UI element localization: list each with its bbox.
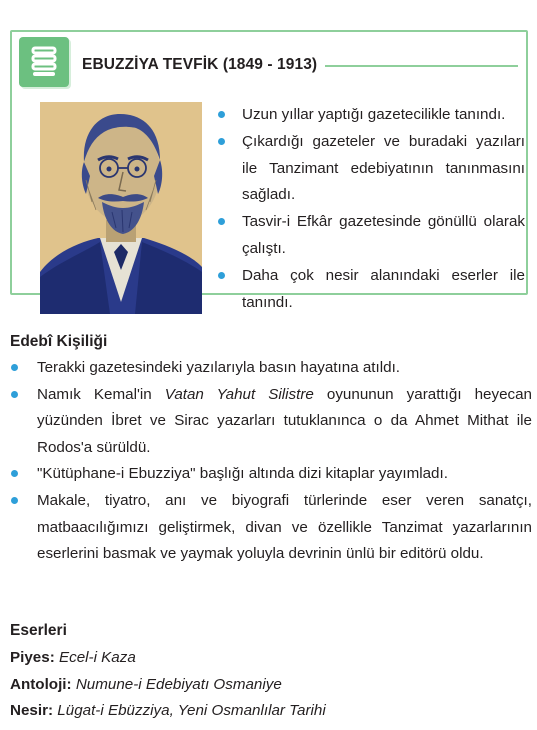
author-portrait	[40, 102, 202, 314]
works-list	[10, 645, 326, 725]
title-row	[82, 54, 518, 76]
bio-points	[215, 102, 525, 316]
work-entry: Antoloji: Numune-i Edebiyatı Osmaniye	[10, 675, 282, 693]
book-stack-icon	[19, 37, 69, 87]
play-title: Vatan Yahut Silistre	[164, 385, 314, 403]
list-item: Terakki gazetesindeki yazılarıyla basın hayatına atıldı.	[10, 355, 532, 382]
list-item: Çıkardığı gazeteler ve buradaki yazıları ile Tanzimant edebiyatının tanınmasını sağladı.	[215, 129, 525, 209]
bullet-icon	[11, 470, 18, 477]
bullet-icon	[11, 497, 18, 504]
list-item: Makale, tiyatro, anı ve biyografi türlerinde eser veren sanatçı, matbaacılığımızı geliştirmek, divan ve özellikle Tanzimat yazarlarının eserlerini basmak ve yaymak yoluyla devrinin ünlü bir editörü oldu.	[10, 488, 532, 568]
list-item: Namık Kemal'in Vatan Yahut Silistre oyununun yarattığı heyecan yüzünden İbret ve Sirac yazarları tutuklanınca o da Ahmet Mithat ile Rodos'a sürüldü.	[10, 382, 532, 462]
title-rule	[325, 65, 518, 67]
list-item: "Kütüphane-i Ebuzziya" başlığı altında dizi kitaplar yayımladı.	[10, 461, 532, 488]
list-item: Tasvir-i Efkâr gazetesinde gönüllü olarak çalıştı.	[215, 209, 525, 263]
bullet-icon	[218, 272, 225, 279]
section-heading-works: Eserleri	[10, 622, 67, 639]
bullet-icon	[218, 138, 225, 145]
section-heading-personality: Edebî Kişiliği	[10, 333, 108, 350]
bullet-icon	[11, 364, 18, 371]
bio-card	[10, 30, 528, 311]
personality-list	[10, 355, 532, 568]
list-item: Daha çok nesir alanındaki eserler ile tanındı.	[215, 263, 525, 317]
bullet-icon	[218, 218, 225, 225]
work-entry: Piyes: Ecel-i Kaza	[10, 649, 136, 666]
page-title: EBUZZİYA TEVFİK (1849 - 1913)	[82, 56, 325, 74]
work-entry: Nesir: Lügat-i Ebüzziya, Yeni Osmanlılar Tarihi	[10, 702, 326, 720]
list-item: Uzun yıllar yaptığı gazetecilikle tanındı.	[215, 102, 525, 129]
bullet-icon	[11, 391, 18, 398]
bullet-icon	[218, 111, 225, 118]
